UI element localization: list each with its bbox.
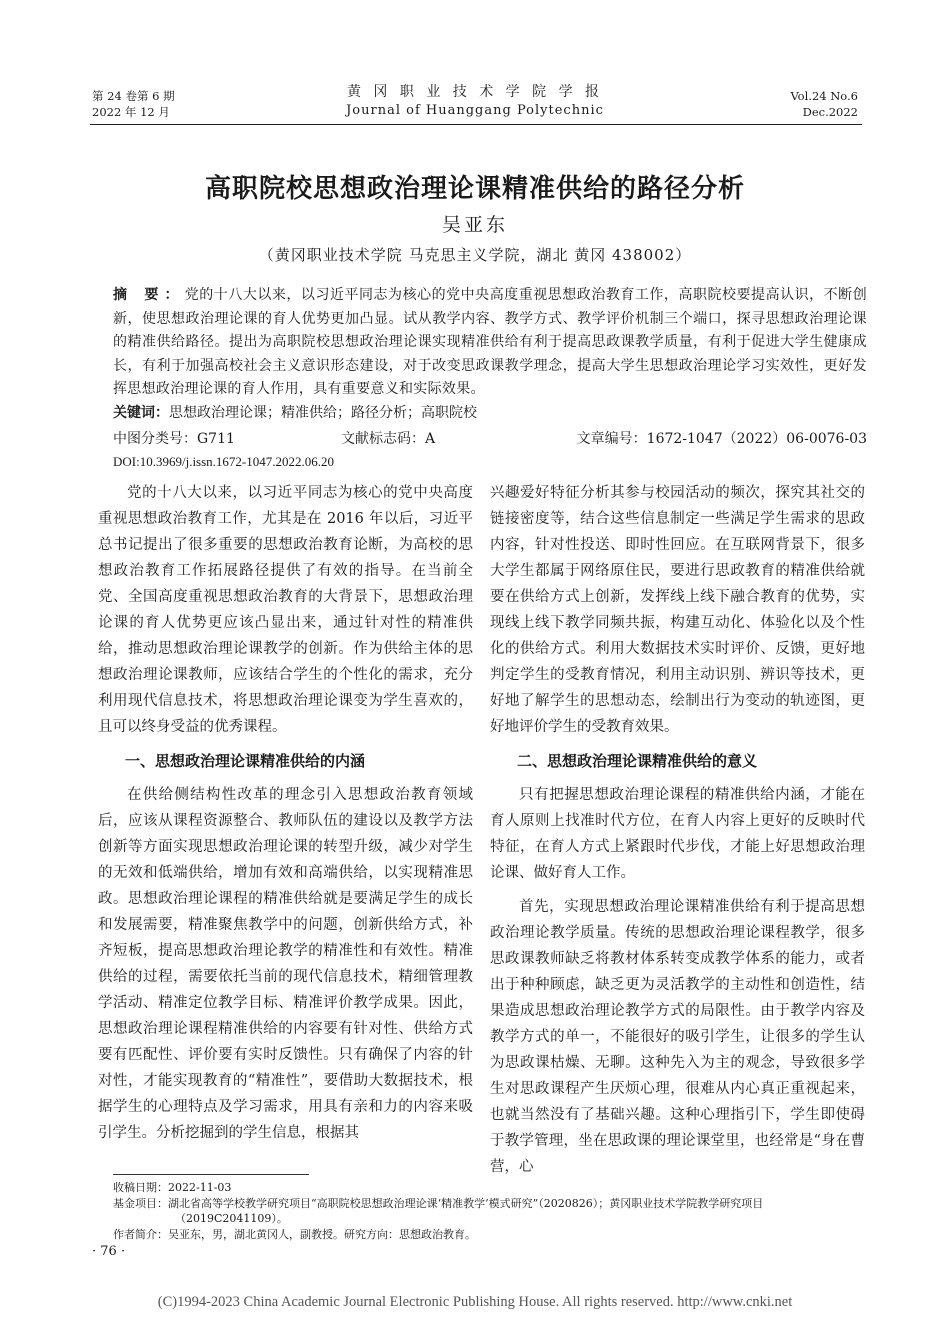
paper-title: 高职院校思想政治理论课精准供给的路径分析: [204, 174, 745, 204]
section-2-paragraph-1: 只有把握思想政治理论课程的精准供给内涵，才能在育人原则上找准时代方位，在育人内容上更好的反映时代特征，在育人方式上紧跟时代步伐，才能上好思想政治理论课、做好育人工作。: [490, 787, 865, 881]
page-number: · 76 ·: [92, 1244, 126, 1259]
right-column: [490, 480, 865, 1180]
date-cn: 2022 年 12 月: [92, 105, 170, 119]
footnote-received: 收稿日期：2022-11-03: [113, 1181, 232, 1194]
left-column: [98, 480, 473, 1146]
footnotes: [113, 1180, 873, 1242]
keywords-text: 思想政治理论课；精准供给；路径分析；高职院校: [169, 405, 477, 421]
intro-paragraph: 党的十八大以来，以习近平同志为核心的党中央高度重视思想政治教育工作，尤其是在 2016 年以后，习近平总书记提出了很多重要的思想政治教育论断，为高校的思想政治教育工作拓展路径提供了有效的指导。在当前全党、全国高度重视思想政治教育的大背景下，思想政治理论课的育人优势更应该凸显出来，通过针对性的精准供给，推动思想政治理论课教学的创新。作为供给主体的思想政治理论课教师，应该结合学生的个性化的需求，充分利用现代信息技术，将思想政治理论课变为学生喜欢的，且可以终身受益的优秀课程。: [98, 485, 473, 735]
section-1-paragraph: 在供给侧结构性改革的理念引入思想政治教育领域后，应该从课程资源整合、教师队伍的建设以及教学方法创新等方面实现思想政治理论课的转型升级，减少对学生的无效和低端供给，增加有效和高端供给，以实现精准思政。思想政治理论课程的精准供给就是要满足学生的成长和发展需要，精准聚焦教学中的问题，创新供给方式，补齐短板，提高思想政治理论教学的精准性和有效性。精准供给的过程，需要依托当前的现代信息技术，精细管理教学活动、精准定位教学目标、精准评价教学成果。因此，思想政治理论课程精准供给的内容要有针对性、供给方式要有匹配性、评价要有实时反馈性。只有确保了内容的针对性，才能实现教育的“精准性”，要借助大数据技术，根据学生的心理特点及学习需求，用具有亲和力的内容来吸引学生。分析挖掘到的学生信息，根据其: [98, 787, 473, 1141]
footnote-fund: 基金项目：湖北省高等学校教学研究项目“高职院校思想政治理论课‘精准教学’模式研究”（2020826）；黄冈职业技术学院教学研究项目（2019C2041109）。: [113, 1196, 764, 1225]
section-2-paragraph-2: 首先，实现思想政治理论课精准供给有利于提高思想政治理论教学质量。传统的思想政治理论课程教学，很多思政课教师缺乏将教材体系转变成教学体系的能力，或者出于种种顾虑，缺乏更为灵活教学的主动性和创造性，结果造成思想政治理论教学方式的局限性。由于教学内容及教学方式的单一，不能很好的吸引学生，让很多的学生认为思政课枯燥、无聊。这种先入为主的观念，导致很多学生对思政课程产生厌烦心理，很难从内心真正重视起来，也就当然没有了基础兴趣。这种心理指引下，学生即使碍于教学管理，坐在思政课的理论课堂里，也经常是“身在曹营，心: [490, 899, 865, 1175]
journal-name-cn: 黄 冈 职 业 技 术 学 院 学 报: [346, 84, 604, 100]
continued-paragraph: 兴趣爱好特征分析其参与校园活动的频次，探究其社交的链接密度等，结合这些信息制定一些满足学生需求的思政内容，针对性投送、即时性回应。在互联网背景下，很多大学生都属于网络原住民，要进行思政教育的精准供给就要在供给方式上创新，发挥线上线下融合教育的优势，实现线上线下教学同频共振，构建互动化、体验化以及个性化的供给方式。利用大数据技术实时评价、反馈，更好地判定学生的受教育情况，利用主动识别、辨识等技术，更好地了解学生的思想动态，绘制出行为变动的轨迹图，更好地评价学生的受教育效果。: [490, 485, 865, 735]
copyright-line: (C)1994-2023 China Academic Journal Electronic Publishing House. All rights reserved. http://www.cnki.net: [157, 1294, 793, 1310]
abstract: [113, 284, 867, 402]
article-number: 文章编号：1672-1047（2022）06-0076-03: [576, 431, 867, 447]
abstract-label: 摘 要：: [113, 287, 185, 303]
section-heading-2: 二、思想政治理论课精准供给的意义: [517, 752, 758, 770]
footnote-author-bio: 作者简介：吴亚东，男，湖北黄冈人，副教授。研究方向：思想政治教育。: [113, 1227, 476, 1241]
section-heading-1: 一、思想政治理论课精准供给的内涵: [125, 752, 366, 770]
volume-issue-en: Vol.24 No.6: [790, 89, 858, 103]
clc-number: 中图分类号：G711: [113, 431, 235, 447]
doi: DOI:10.3969/j.issn.1672-1047.2022.06.20: [113, 454, 334, 469]
abstract-text: 党的十八大以来，以习近平同志为核心的党中央高度重视思想政治教育工作，高职院校要提高认识，不断创新，使思想政治理论课的育人优势更加凸显。试从教学内容、教学方式、教学评价机制三个端口，探寻思想政治理论课的精准供给路径。提出为高职院校思想政治理论课实现精准供给有利于提高思政课教学质量，有利于促进大学生健康成长，有利于加强高校社会主义意识形态建设，对于改变思政课教学理念，提高大学生思想政治理论学习实效性，更好发挥思想政治理论课的育人作用，具有重要意义和实际效果。: [113, 287, 867, 397]
document-code: 文献标志码：A: [341, 431, 436, 447]
author-affiliation: （黄冈职业技术学院 马克思主义学院，湖北 黄冈 438002）: [258, 246, 692, 264]
author-name: 吴亚东: [441, 214, 508, 236]
footnote-rule: [113, 1174, 309, 1175]
keywords: [113, 402, 867, 424]
header-rule: [90, 124, 862, 125]
date-en: Dec.2022: [802, 105, 858, 119]
keywords-label: 关键词：: [113, 405, 169, 421]
journal-name-en: Journal of Huanggang Polytechnic: [346, 103, 604, 118]
volume-issue-cn: 第 24 卷第 6 期: [92, 89, 175, 103]
header-volume-en: [790, 88, 858, 120]
